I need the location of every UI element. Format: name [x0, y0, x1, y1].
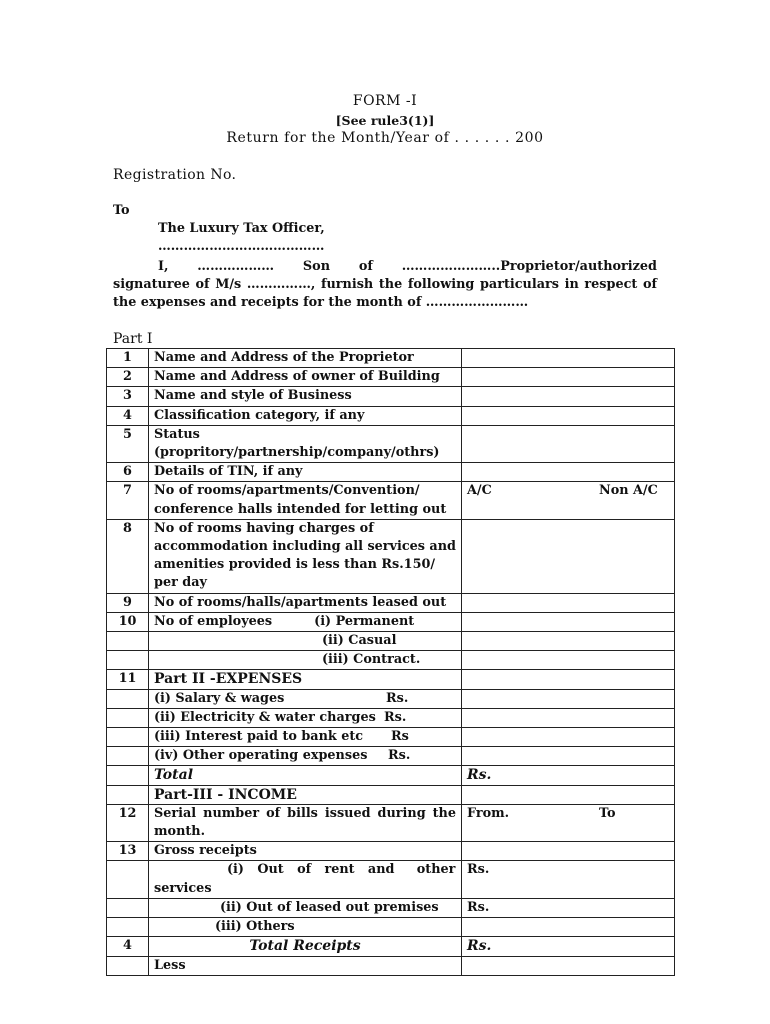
- table-row: [107, 406, 675, 425]
- table-row: [107, 612, 675, 631]
- bills-to-label: To: [599, 805, 616, 821]
- row-number: 9: [107, 593, 149, 612]
- receipt-rent-value[interactable]: Rs.: [462, 861, 675, 898]
- receipt-others: (iii) Others: [149, 918, 462, 937]
- declaration-rest: signaturee of M/s ……………, furnish the following particulars in respect of the expenses and receipts for the month of ……………………: [113, 277, 657, 311]
- table-row: [107, 519, 675, 593]
- table-row: [107, 689, 675, 708]
- row-label: Name and Address of the Proprietor: [149, 349, 462, 368]
- non-ac-label: Non A/C: [599, 483, 658, 499]
- value-cell[interactable]: [462, 956, 675, 975]
- value-cell[interactable]: [462, 463, 675, 482]
- expense-interest: (iii) Interest paid to bank etc Rs: [149, 728, 462, 747]
- value-cell[interactable]: [462, 728, 675, 747]
- row-number: 12: [107, 804, 149, 841]
- row-label: No of rooms having charges of accommodation including all services and amenities provided is less than Rs.150/ per day: [149, 519, 462, 593]
- table-row: [107, 593, 675, 612]
- expense-salary: (i) Salary & wages Rs.: [149, 689, 462, 708]
- table-row: [107, 842, 675, 861]
- value-cell[interactable]: [462, 349, 675, 368]
- declaration-line-1: I, ……………… Son of …………………..Proprietor/authorized: [158, 259, 657, 274]
- status-options: (propritory/partnership/company/othrs): [154, 445, 440, 461]
- table-row: [107, 804, 675, 841]
- table-row: [107, 632, 675, 651]
- employees-permanent: (i) Permanent: [314, 613, 415, 629]
- total-receipts-value[interactable]: Rs.: [462, 937, 675, 956]
- row-number: 5: [107, 425, 149, 462]
- row-label: Serial number of bills issued during the month.: [149, 804, 462, 841]
- row-label: No of rooms/halls/apartments leased out: [149, 593, 462, 612]
- receipt-leased-value[interactable]: Rs.: [462, 898, 675, 917]
- row-number: 3: [107, 387, 149, 406]
- value-cell[interactable]: [462, 842, 675, 861]
- value-cell[interactable]: [462, 670, 675, 689]
- table-row: [107, 368, 675, 387]
- expenses-total-value[interactable]: Rs.: [462, 766, 675, 785]
- part-two-heading: Part II -EXPENSES: [149, 670, 462, 689]
- row-number: 10: [107, 612, 149, 631]
- part-one-heading: Part I: [113, 331, 153, 347]
- table-row: [107, 747, 675, 766]
- row-label: Name and style of Business: [149, 387, 462, 406]
- row-label: Classification category, if any: [149, 406, 462, 425]
- value-cell[interactable]: [462, 651, 675, 670]
- employees-label: No of employees: [154, 613, 273, 629]
- table-row: [107, 861, 675, 898]
- value-cell[interactable]: [462, 425, 675, 462]
- row-number: 6: [107, 463, 149, 482]
- value-cell[interactable]: [462, 689, 675, 708]
- row-number: 4: [107, 937, 149, 956]
- value-cell[interactable]: [462, 747, 675, 766]
- addressee-dots: …………………………………: [158, 239, 325, 254]
- table-row: [107, 387, 675, 406]
- ac-label: A/C: [467, 483, 492, 499]
- particulars-table: [106, 348, 675, 976]
- row-number: 2: [107, 368, 149, 387]
- receipt-leased: (ii) Out of leased out premises: [149, 898, 462, 917]
- value-cell[interactable]: [462, 387, 675, 406]
- row-number: 13: [107, 842, 149, 861]
- table-row: [107, 918, 675, 937]
- row-number: 7: [107, 482, 149, 519]
- status-label: Status: [154, 426, 200, 442]
- value-cell[interactable]: [462, 804, 675, 841]
- row-label: [149, 425, 462, 462]
- table-row: [107, 708, 675, 727]
- addressee-to: To: [113, 203, 130, 218]
- table-row: [107, 425, 675, 462]
- expense-electricity: (ii) Electricity & water charges Rs.: [149, 708, 462, 727]
- row-label: Details of TIN, if any: [149, 463, 462, 482]
- row-label: Gross receipts: [149, 842, 462, 861]
- table-row: [107, 463, 675, 482]
- row-number: 4: [107, 406, 149, 425]
- receipt-rent: (i) Out of rent and other services: [149, 861, 462, 898]
- expense-other: (iv) Other operating expenses Rs.: [149, 747, 462, 766]
- value-cell[interactable]: [462, 593, 675, 612]
- part-three-heading: Part-III - INCOME: [149, 785, 462, 804]
- value-cell[interactable]: [462, 519, 675, 593]
- value-cell[interactable]: [462, 708, 675, 727]
- value-cell[interactable]: [462, 918, 675, 937]
- row-number: 1: [107, 349, 149, 368]
- value-cell[interactable]: [462, 612, 675, 631]
- form-title: FORM -I: [352, 93, 418, 109]
- total-receipts-label: Total Receipts: [149, 937, 462, 956]
- less-label: Less: [149, 956, 462, 975]
- declaration-paragraph: [113, 258, 657, 313]
- table-row: [107, 898, 675, 917]
- table-row: [107, 482, 675, 519]
- registration-number-label: Registration No.: [113, 167, 237, 183]
- value-cell[interactable]: [462, 632, 675, 651]
- value-cell[interactable]: [462, 482, 675, 519]
- addressee-officer: The Luxury Tax Officer,: [158, 221, 325, 236]
- rule-reference: [See rule3(1)]: [335, 113, 435, 128]
- return-period-line: Return for the Month/Year of . . . . . . 200: [226, 130, 544, 146]
- table-row: [107, 956, 675, 975]
- expenses-total-label: Total: [149, 766, 462, 785]
- value-cell[interactable]: [462, 785, 675, 804]
- employees-casual: (ii) Casual: [149, 632, 462, 651]
- employees-contract: (iii) Contract.: [149, 651, 462, 670]
- value-cell[interactable]: [462, 368, 675, 387]
- table-row: [107, 670, 675, 689]
- table-row: [107, 728, 675, 747]
- row-number: 11: [107, 670, 149, 689]
- row-label: Name and Address of owner of Building: [149, 368, 462, 387]
- value-cell[interactable]: [462, 406, 675, 425]
- row-label: No of rooms/apartments/Convention/ conference halls intended for letting out: [149, 482, 462, 519]
- table-row: [107, 937, 675, 956]
- table-row: [107, 766, 675, 785]
- row-label: [149, 612, 462, 631]
- bills-from-label: From.: [467, 805, 510, 821]
- table-row: [107, 349, 675, 368]
- row-number: 8: [107, 519, 149, 593]
- table-row: [107, 651, 675, 670]
- table-row: [107, 785, 675, 804]
